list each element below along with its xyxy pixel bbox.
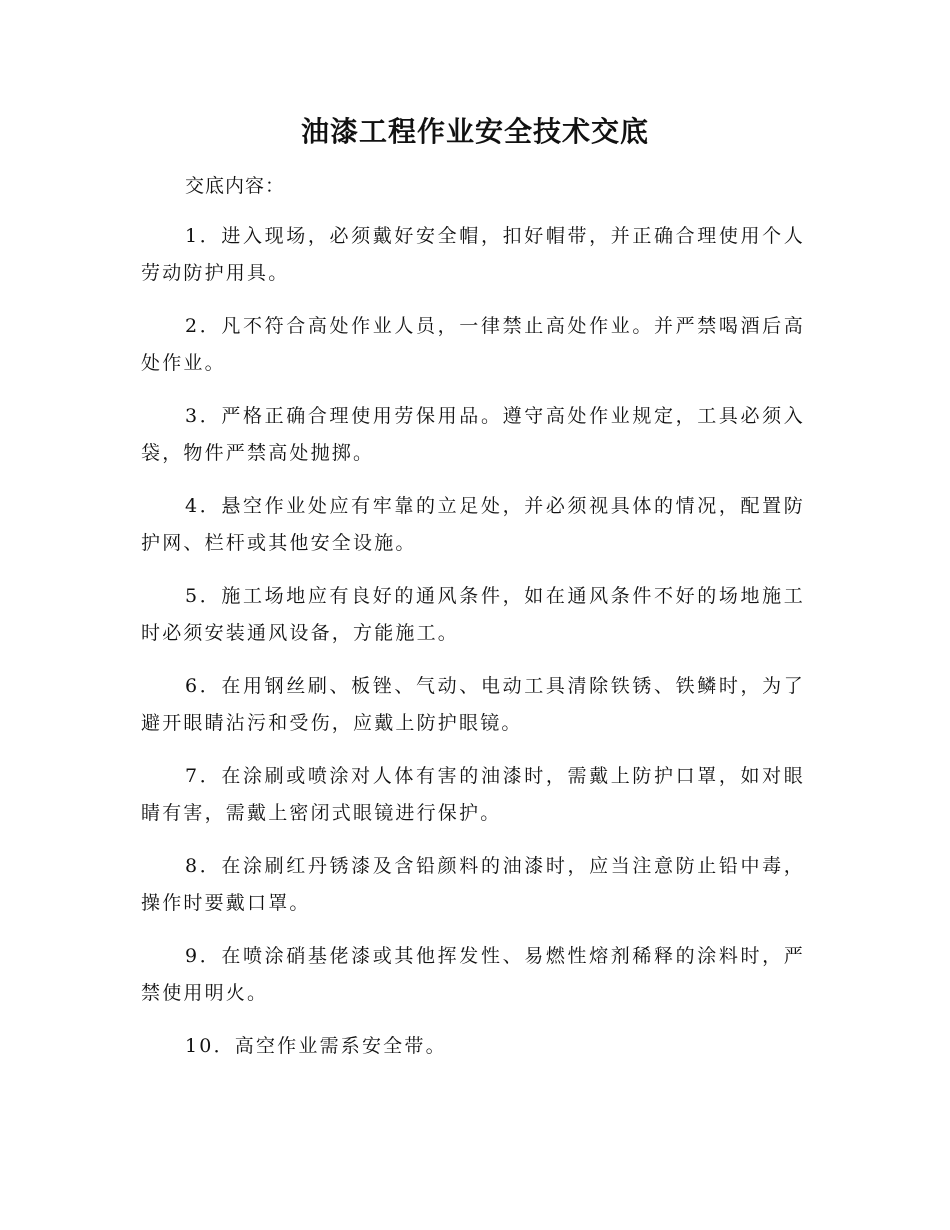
intro-label: 交底内容： — [185, 175, 286, 197]
list-item: 3．严格正确合理使用劳保用品。遵守高处作业规定，工具必须入袋，物件严禁高处抛掷。 — [141, 405, 805, 464]
list-item: 1．进入现场，必须戴好安全帽，扣好帽带，并正确合理使用个人劳动防护用具。 — [141, 225, 805, 284]
list-item: 4．悬空作业处应有牢靠的立足处，并必须视具体的情况，配置防护网、栏杆或其他安全设施。 — [141, 495, 805, 554]
document-title: 油漆工程作业安全技术交底 — [300, 115, 649, 148]
list-item: 8．在涂刷红丹锈漆及含铅颜料的油漆时，应当注意防止铅中毒，操作时要戴口罩。 — [141, 855, 805, 914]
list-item: 2．凡不符合高处作业人员，一律禁止高处作业。并严禁喝酒后高处作业。 — [141, 315, 805, 374]
list-item: 5．施工场地应有良好的通风条件，如在通风条件不好的场地施工时必须安装通风设备，方能施工。 — [141, 585, 805, 644]
list-item: 10．高空作业需系安全带。 — [185, 1035, 447, 1057]
list-item: 7．在涂刷或喷涂对人体有害的油漆时，需戴上防护口罩，如对眼睛有害，需戴上密闭式眼镜进行保护。 — [141, 765, 805, 824]
list-item: 9．在喷涂硝基佬漆或其他挥发性、易燃性熔剂稀释的涂料时，严禁使用明火。 — [141, 945, 805, 1004]
list-item: 6．在用钢丝刷、板锉、气动、电动工具清除铁锈、铁鳞时，为了避开眼睛沾污和受伤，应戴上防护眼镜。 — [141, 675, 805, 734]
document-body — [141, 168, 805, 1081]
